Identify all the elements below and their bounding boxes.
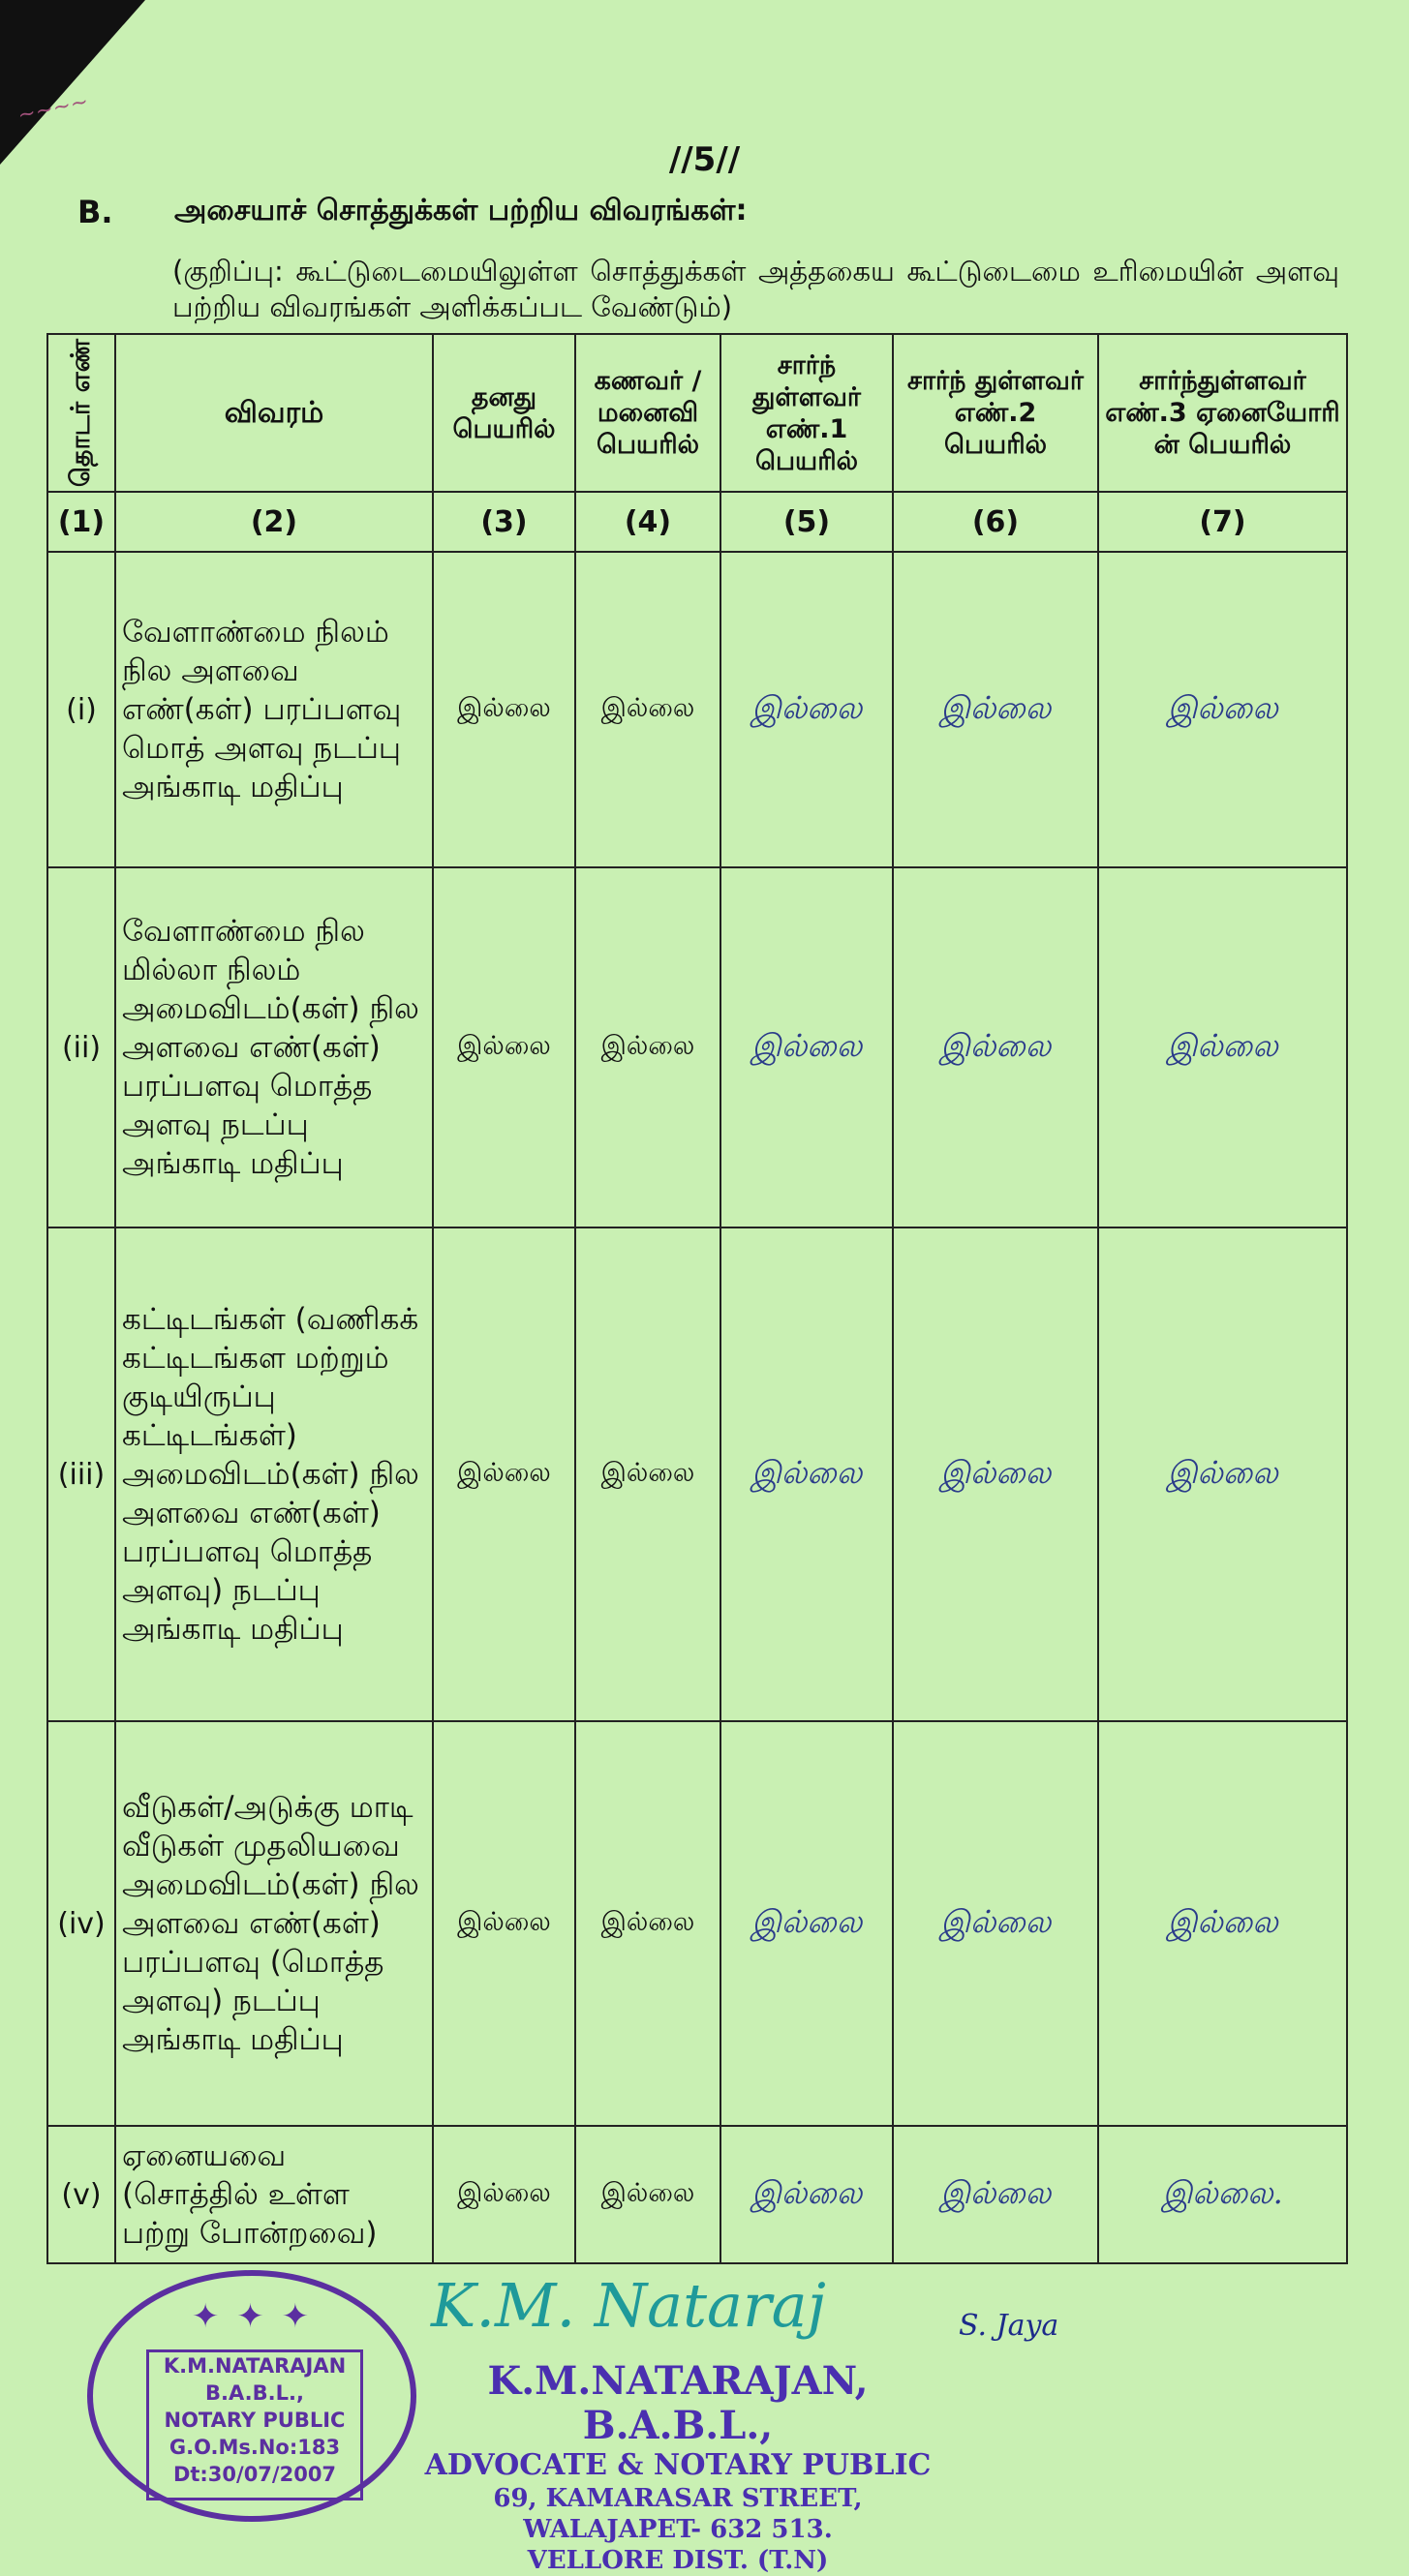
row-serial: (i) bbox=[47, 552, 115, 867]
value-spouse: இல்லை bbox=[575, 1227, 720, 1721]
column-number: (4) bbox=[575, 492, 720, 552]
value-spouse: இல்லை bbox=[575, 552, 720, 867]
value-spouse: இல்லை bbox=[575, 1721, 720, 2126]
value-dependent-2-handwritten: இல்லை bbox=[893, 2126, 1098, 2263]
column-number: (7) bbox=[1098, 492, 1347, 552]
column-number: (3) bbox=[433, 492, 575, 552]
stamp-name: K.M.NATARAJAN bbox=[163, 2354, 347, 2378]
advocate-city: WALAJAPET- 632 513. bbox=[523, 2515, 833, 2544]
table-row bbox=[47, 2126, 1347, 2263]
row-description: ஏனையவை (சொத்தில் உள்ள பற்று போன்றவை) bbox=[115, 2126, 433, 2263]
stamp-inner-box bbox=[146, 2349, 363, 2500]
row-serial: (iv) bbox=[47, 1721, 115, 2126]
value-dependent-3-handwritten: இல்லை bbox=[1098, 867, 1347, 1227]
header-description: விவரம் bbox=[115, 334, 433, 492]
table-row bbox=[47, 552, 1347, 867]
value-self: இல்லை bbox=[433, 2126, 575, 2263]
value-dependent-2-handwritten: இல்லை bbox=[893, 867, 1098, 1227]
row-description: கட்டிடங்கள் (வணிகக் கட்டிடங்கள மற்றும் குடியிருப்பு கட்டிடங்கள்) அமைவிடம்(கள்) நில அளவை எண்(கள்) பரப்பளவு மொத்த அளவு) நடப்பு அங்காடி மதிப்பு bbox=[115, 1227, 433, 1721]
table-header-row bbox=[47, 334, 1347, 492]
stamp-go-number: G.O.Ms.No:183 bbox=[168, 2436, 341, 2459]
value-dependent-1-handwritten: இல்லை bbox=[720, 1227, 893, 1721]
value-dependent-3-handwritten: இல்லை bbox=[1098, 1227, 1347, 1721]
column-number: (5) bbox=[720, 492, 893, 552]
stamp-title: NOTARY PUBLIC bbox=[164, 2409, 346, 2432]
value-self: இல்லை bbox=[433, 552, 575, 867]
stamp-date: Dt:30/07/2007 bbox=[172, 2463, 337, 2486]
immovable-assets-table bbox=[46, 333, 1348, 2264]
handwritten-initials: S. Jaya bbox=[959, 2309, 1059, 2343]
table-row bbox=[47, 867, 1347, 1227]
column-number-row bbox=[47, 492, 1347, 552]
header-dependent-3: சார்ந்துள்ளவர் எண்.3 ஏனையோரி ன் பெயரில் bbox=[1098, 334, 1347, 492]
handwritten-signature: K.M. Nataraj bbox=[431, 2270, 826, 2341]
column-number: (2) bbox=[115, 492, 433, 552]
value-dependent-1-handwritten: இல்லை bbox=[720, 867, 893, 1227]
value-dependent-1-handwritten: இல்லை bbox=[720, 2126, 893, 2263]
advocate-address-stamp bbox=[387, 2359, 968, 2576]
value-dependent-1-handwritten: இல்லை bbox=[720, 552, 893, 867]
table-row bbox=[47, 1227, 1347, 1721]
column-number: (6) bbox=[893, 492, 1098, 552]
advocate-street: 69, KAMARASAR STREET, bbox=[493, 2484, 863, 2513]
value-dependent-3-handwritten: இல்லை bbox=[1098, 1721, 1347, 2126]
value-dependent-1-handwritten: இல்லை bbox=[720, 1721, 893, 2126]
row-serial: (ii) bbox=[47, 867, 115, 1227]
header-dependent-2: சார்ந் துள்ளவர் எண்.2 பெயரில் bbox=[893, 334, 1098, 492]
value-spouse: இல்லை bbox=[575, 2126, 720, 2263]
value-self: இல்லை bbox=[433, 867, 575, 1227]
header-dependent-1: சார்ந் துள்ளவர் எண்.1 பெயரில் bbox=[720, 334, 893, 492]
header-self: தனது பெயரில் bbox=[433, 334, 575, 492]
corner-scribble: ~~~~ bbox=[15, 89, 91, 129]
advocate-district: VELLORE DIST. (T.N) bbox=[527, 2546, 829, 2575]
header-spouse: கணவர் / மனைவி பெயரில் bbox=[575, 334, 720, 492]
section-title: அசையாச் சொத்துக்கள் பற்றிய விவரங்கள்: bbox=[174, 194, 748, 227]
row-description: வீடுகள்/அடுக்கு மாடி வீடுகள் முதலியவை அமைவிடம்(கள்) நில அளவை எண்(கள்) பரப்பளவு (மொத்த அளவு) நடப்பு அங்காடி மதிப்பு bbox=[115, 1721, 433, 2126]
value-dependent-2-handwritten: இல்லை bbox=[893, 1227, 1098, 1721]
page-number: //5// bbox=[668, 140, 741, 179]
stamp-ring-text: ✦ ✦ ✦ bbox=[191, 2297, 313, 2336]
advocate-name: K.M.NATARAJAN, B.A.B.L., bbox=[487, 2358, 869, 2448]
value-self: இல்லை bbox=[433, 1227, 575, 1721]
value-dependent-3-handwritten: இல்லை bbox=[1098, 552, 1347, 867]
row-description: வேளாண்மை நில மில்லா நிலம் அமைவிடம்(கள்) நில அளவை எண்(கள்) பரப்பளவு மொத்த அளவு நடப்பு அங்காடி மதிப்பு bbox=[115, 867, 433, 1227]
value-dependent-3-handwritten: இல்லை. bbox=[1098, 2126, 1347, 2263]
notary-seal-stamp bbox=[87, 2270, 416, 2522]
section-note: (குறிப்பு: கூட்டுடைமையிலுள்ள சொத்துக்கள் அத்தகைய கூட்டுடைமை உரிமையின் அளவு பற்றிய விவரங்கள் அளிக்கப்பட வேண்டும்) bbox=[172, 255, 1339, 323]
row-serial: (iii) bbox=[47, 1227, 115, 1721]
stamp-degree: B.A.B.L., bbox=[205, 2381, 304, 2405]
value-dependent-2-handwritten: இல்லை bbox=[893, 1721, 1098, 2126]
value-self: இல்லை bbox=[433, 1721, 575, 2126]
header-serial-number: தொடர் எண் bbox=[47, 334, 115, 492]
table-row bbox=[47, 1721, 1347, 2126]
value-dependent-2-handwritten: இல்லை bbox=[893, 552, 1098, 867]
section-letter: B. bbox=[77, 194, 113, 230]
advocate-title: ADVOCATE & NOTARY PUBLIC bbox=[424, 2448, 932, 2482]
value-spouse: இல்லை bbox=[575, 867, 720, 1227]
row-description: வேளாண்மை நிலம் நில அளவை எண்(கள்) பரப்பளவு மொத் அளவு நடப்பு அங்காடி மதிப்பு bbox=[115, 552, 433, 867]
row-serial: (v) bbox=[47, 2126, 115, 2263]
column-number: (1) bbox=[47, 492, 115, 552]
